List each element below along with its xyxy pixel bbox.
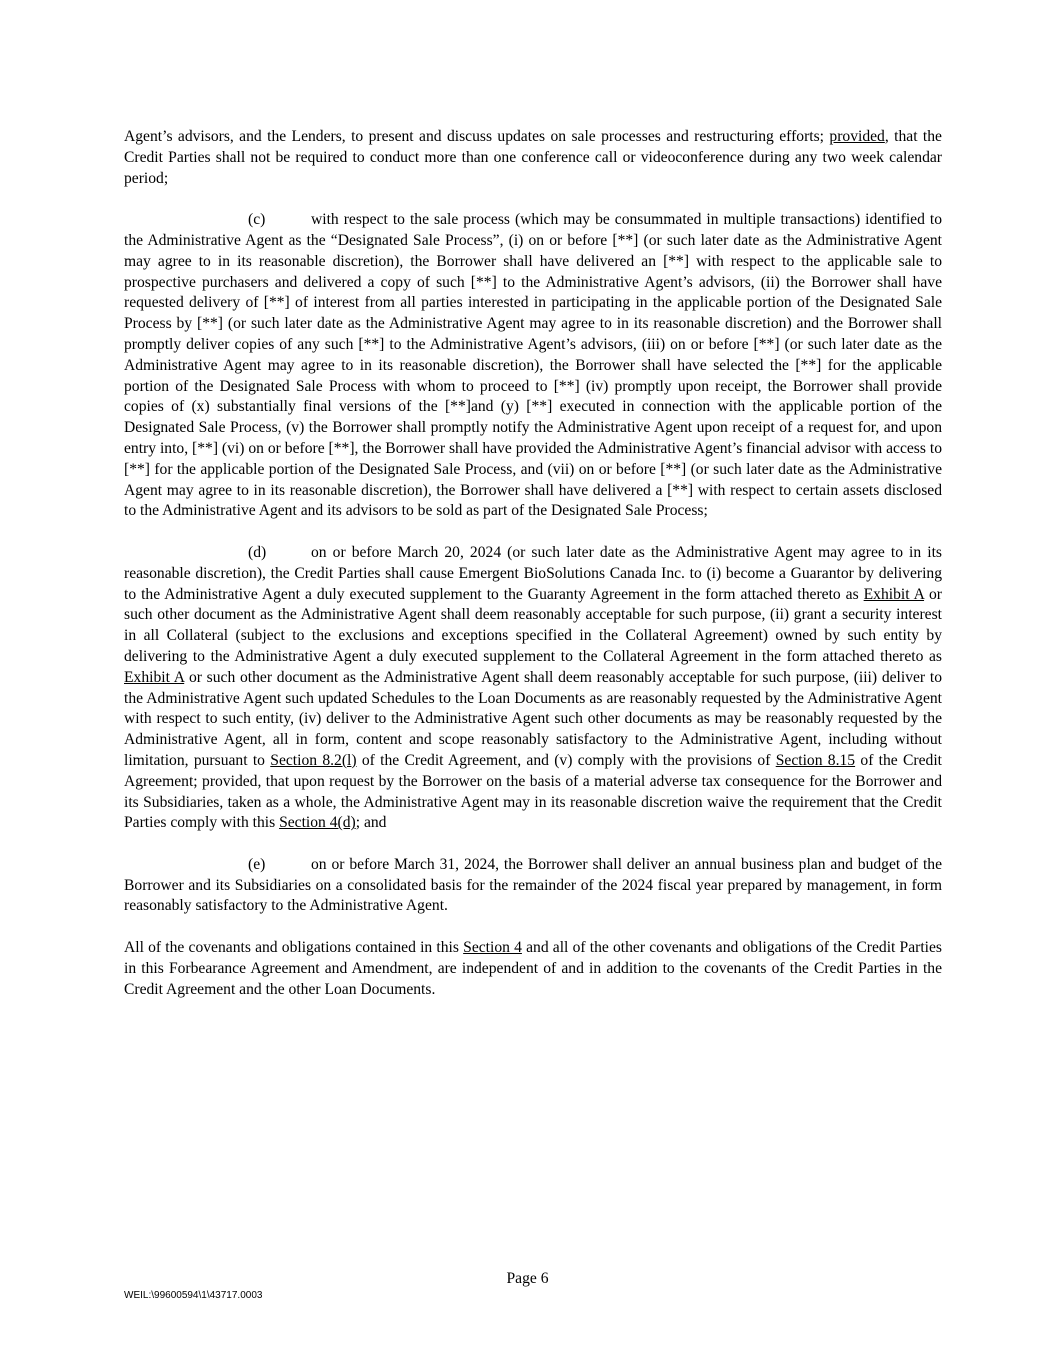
page-number: Page 6 [506, 1270, 549, 1287]
document-id: WEIL:\99600594\1\43717.0003 [124, 1290, 263, 1301]
exhibit-a-reference: Exhibit A [124, 668, 185, 686]
section-4-reference: Section 4 [463, 939, 522, 957]
paragraph-gap [124, 522, 942, 543]
paragraph-gap [124, 189, 942, 210]
paragraph-e-label: (e) [248, 855, 266, 873]
provided-term: provided [829, 128, 885, 145]
paragraph-gap [124, 917, 942, 938]
paragraph-gap [124, 834, 942, 855]
exhibit-a-reference: Exhibit A [863, 585, 925, 603]
section-4-d-reference: Section 4(d) [279, 814, 356, 832]
section-8-2-l-reference: Section 8.2(l) [270, 751, 357, 769]
paragraph-d-label: (d) [248, 543, 267, 561]
paragraph-d: (d) on or before March 20, 2024 (or such later date as the Administrative Agent may agree to in its reasonable discretion), the Credit Parties shall cause Emergent BioSolutions Canada Inc. to (i) become a Guarantor by delivering to the Administrative Agent a duly executed supplement to the Guaranty Agreement in the form attached thereto as Exhibit A or such other document as the Administrative Agent shall deem reasonably acceptable for such purpose, (ii) grant a security interest in all Collateral (subject to the exclusions and exceptions specified in the Collateral Agreement) owned by such entity by delivering to the Administrative Agent a duly executed supplement to the Collateral Agreement in the form attached thereto as Exhibit A or such other document as the Administrative Agent shall deem reasonably acceptable for such purpose, (iii) deliver to the Administrative Agent such updated Schedules to the Loan Documents as are reasonably requested by the Administrative Agent with respect to such entity, (iv) deliver to the Administrative Agent such other documents as may be reasonably requested by the Administrative Agent, all in form, content and scope reasonably satisfactory to the Administrative Agent, including without limitation, pursuant to Section 8.2(l) of the Credit Agreement, and (v) comply with the provisions of Section 8.15 of the Credit Agreement; provided, that upon request by the Borrower on the basis of a material adverse tax consequence for the Borrower and its Subsidiaries, taken as a whole, the Administrative Agent may in its reasonable discretion waive the requirement that the Credit Parties comply with this Section 4(d); and [124, 543, 943, 832]
closing-paragraph: All of the covenants and obligations contained in this Section 4 and all of the other covenants and obligations of the Credit Parties in this Forbearance Agreement and Amendment, are independent of and in addition to the covenants of the Credit Parties in the Credit Agreement and the other Loan Documents. [124, 939, 943, 998]
section-8-15-reference: Section 8.15 [775, 751, 856, 769]
document-body [124, 127, 942, 1000]
paragraph-c-text: with respect to the sale process (which may be consummated in multiple transactions) identified to the Administrative Agent as the “Designated Sale Process”, (i) on or before [**] (or such later date as the Administrative Agent may agree to in its reasonable discretion), the Borrower shall have delivered an [**] with respect to the applicable sale to prospective purchasers and delivered a copy of such [**] to the Administrative Agent’s advisors, (ii) the Borrower shall have requested delivery of [**] of interest from all parties interested in participating in the applicable portion of the Designated Sale Process by [**] (or such later date as the Administrative Agent may agree to in its reasonable discretion) and the Borrower shall promptly deliver copies of any such [**] to the Administrative Agent’s advisors, (iii) on or before [**] (or such later date as the Administrative Agent may agree to in its reasonable discretion), the Borrower shall have selected the [**] for the applicable portion of the Designated Sale Process with whom to proceed to [**] (iv) promptly upon receipt, the Borrower shall provide copies of (x) substantially final versions of the [**]and (y) [**] executed in connection with the applicable portion of the Designated Sale Process, (v) the Borrower shall promptly notify the Administrative Agent upon receipt of a request for, and upon entry into, [**] (vi) on or before [**], the Borrower shall have provided the Administrative Agent’s financial advisor with access to [**] for the applicable portion of the Designated Sale Process, and (vii) on or before [**] (or such later date as the Administrative Agent may agree to in its reasonable discretion), the Borrower shall have delivered a [**] with respect to certain assets disclosed to the Administrative Agent and its advisors to be sold as part of the Designated Sale Process; [124, 211, 942, 520]
paragraph-e-text: on or before March 31, 2024, the Borrower shall deliver an annual business plan and budget of the Borrower and its Subsidiaries on a consolidated basis for the remainder of the 2024 fiscal year prepared by management, in form reasonably satisfactory to the Administrative Agent. [124, 855, 942, 915]
paragraph-b-continuation: Agent’s advisors, and the Lenders, to present and discuss updates on sale processes and restructuring efforts; provided, that the Credit Parties shall not be required to conduct more than one conference call or videoconference during any two week calendar period; [124, 128, 942, 187]
paragraph-c [124, 210, 942, 522]
paragraph-e [124, 855, 942, 917]
paragraph-c-label: (c) [248, 211, 266, 229]
